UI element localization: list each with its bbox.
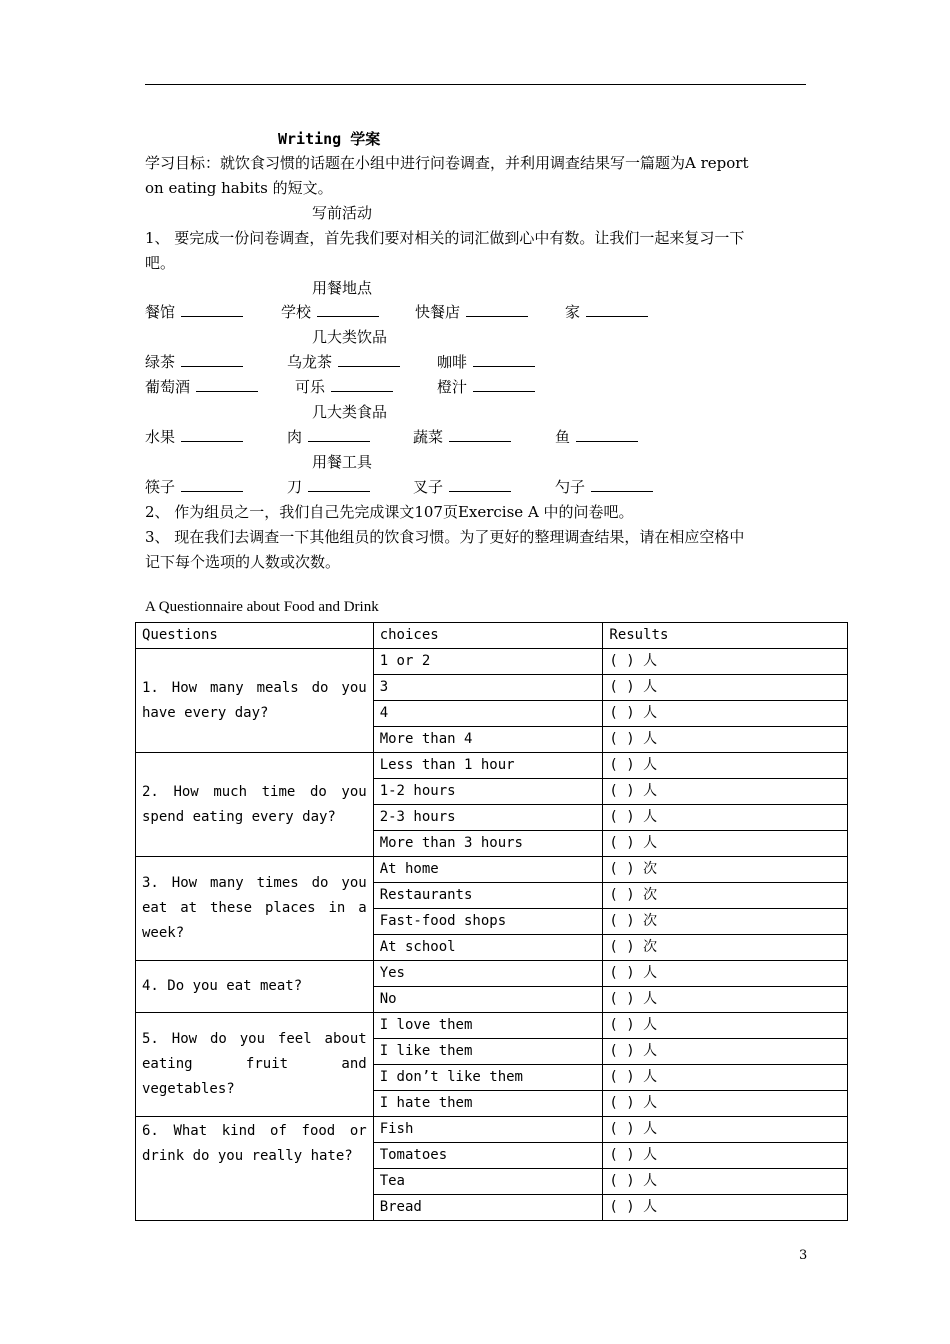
tools-row [145,476,806,498]
answer-blank[interactable] [591,477,653,492]
choice-cell: More than 4 [373,727,603,753]
vocab-item: 可乐 [295,376,393,397]
result-cell[interactable]: ( ) 次 [603,909,848,935]
choice-cell: I don’t like them [373,1065,603,1091]
choice-cell: 4 [373,701,603,727]
choice-cell: I hate them [373,1091,603,1117]
result-cell[interactable]: ( ) 次 [603,857,848,883]
vocab-item: 咖啡 [437,351,535,372]
table-header-row [136,623,848,649]
answer-blank[interactable] [181,427,243,442]
answer-blank[interactable] [317,302,379,317]
answer-blank[interactable] [331,377,393,392]
table-caption: A Questionnaire about Food and Drink [145,599,379,615]
step-1-line-1: 1、 要完成一份问卷调查，首先我们要对相关的词汇做到心中有数。让我们一起来复习一下 [145,229,745,247]
header-choices: choices [373,623,603,649]
vocab-item: 乌龙茶 [287,351,400,372]
question-cell: 4. Do you eat meat? [136,961,374,1013]
choice-cell: Restaurants [373,883,603,909]
question-cell: 1. How many meals do you have every day? [136,649,374,753]
answer-blank[interactable] [196,377,258,392]
choice-cell: 1 or 2 [373,649,603,675]
result-cell[interactable]: ( ) 人 [603,701,848,727]
vocab-item: 绿茶 [145,351,243,372]
vocab-item: 叉子 [413,476,511,497]
vocab-item: 学校 [281,301,379,322]
choice-cell: At home [373,857,603,883]
choice-cell: No [373,987,603,1013]
result-cell[interactable]: ( ) 人 [603,961,848,987]
result-cell[interactable]: ( ) 人 [603,831,848,857]
result-cell[interactable]: ( ) 人 [603,1169,848,1195]
answer-blank[interactable] [449,477,511,492]
result-cell[interactable]: ( ) 人 [603,987,848,1013]
table-row [136,1013,848,1039]
vocab-item: 水果 [145,426,243,447]
table-row [136,857,848,883]
choice-cell: Fish [373,1117,603,1143]
result-cell[interactable]: ( ) 次 [603,883,848,909]
choice-cell: More than 3 hours [373,831,603,857]
vocab-item: 蔬菜 [413,426,511,447]
result-cell[interactable]: ( ) 次 [603,935,848,961]
choice-cell: Tomatoes [373,1143,603,1169]
foods-heading: 几大类食品 [312,403,388,421]
vocab-item: 鱼 [555,426,638,447]
result-cell[interactable]: ( ) 人 [603,1091,848,1117]
result-cell[interactable]: ( ) 人 [603,1039,848,1065]
choice-cell: 3 [373,675,603,701]
result-cell[interactable]: ( ) 人 [603,1065,848,1091]
vocab-item: 勺子 [555,476,653,497]
vocab-item: 筷子 [145,476,243,497]
step-3-line-2: 记下每个选项的人数或次数。 [145,553,341,571]
choice-cell: 1-2 hours [373,779,603,805]
prewriting-heading: 写前活动 [312,204,373,222]
foods-row [145,426,806,448]
result-cell[interactable]: ( ) 人 [603,753,848,779]
table-row [136,1117,848,1143]
vocab-item: 快餐店 [415,301,528,322]
result-cell[interactable]: ( ) 人 [603,1013,848,1039]
choice-cell: At school [373,935,603,961]
choice-cell: Yes [373,961,603,987]
answer-blank[interactable] [466,302,528,317]
result-cell[interactable]: ( ) 人 [603,779,848,805]
result-cell[interactable]: ( ) 人 [603,1143,848,1169]
step-3-line-1: 3、 现在我们去调查一下其他组员的饮食习惯。为了更好的整理调查结果，请在相应空格中 [145,528,745,546]
page-title: Writing 学案 [278,130,381,148]
table-row [136,649,848,675]
step-1-line-2: 吧。 [145,254,176,272]
table-row [136,961,848,987]
choice-cell: Fast-food shops [373,909,603,935]
result-cell[interactable]: ( ) 人 [603,1195,848,1221]
step-2: 2、 作为组员之一，我们自己先完成课文107页Exercise A 中的问卷吧。 [145,503,634,521]
choice-cell: Bread [373,1195,603,1221]
result-cell[interactable]: ( ) 人 [603,805,848,831]
tools-heading: 用餐工具 [312,453,373,471]
answer-blank[interactable] [181,477,243,492]
result-cell[interactable]: ( ) 人 [603,649,848,675]
objective-line-1: 学习目标：就饮食习惯的话题在小组中进行问卷调查，并利用调查结果写一篇题为A report [145,154,749,172]
drinks-row-2 [145,376,806,398]
page-number: 3 [799,1248,808,1263]
result-cell[interactable]: ( ) 人 [603,1117,848,1143]
header-rule [145,84,806,85]
header-results: Results [603,623,848,649]
vocab-item: 肉 [287,426,370,447]
result-cell[interactable]: ( ) 人 [603,727,848,753]
answer-blank[interactable] [308,427,370,442]
answer-blank[interactable] [338,352,400,367]
vocab-item: 餐馆 [145,301,243,322]
question-cell: 2. How much time do you spend eating every day? [136,753,374,857]
vocab-item: 葡萄酒 [145,376,258,397]
objective-line-2: on eating habits 的短文。 [145,179,333,197]
vocab-item: 家 [565,301,648,322]
places-row [145,301,806,323]
choice-cell: Less than 1 hour [373,753,603,779]
drinks-row-1 [145,351,806,373]
questionnaire-table [135,622,848,1221]
vocab-item: 橙汁 [437,376,535,397]
answer-blank[interactable] [473,377,535,392]
answer-blank[interactable] [181,302,243,317]
table-row [136,753,848,779]
question-cell: 3. How many times do you eat at these places in a week? [136,857,374,961]
choice-cell: I love them [373,1013,603,1039]
answer-blank[interactable] [181,352,243,367]
question-cell: 5. How do you feel about eating fruit and vegetables? [136,1013,374,1117]
answer-blank[interactable] [586,302,648,317]
answer-blank[interactable] [449,427,511,442]
places-heading: 用餐地点 [312,279,373,297]
answer-blank[interactable] [576,427,638,442]
choice-cell: I like them [373,1039,603,1065]
question-cell: 6. What kind of food or drink do you really hate? [136,1117,374,1221]
result-cell[interactable]: ( ) 人 [603,675,848,701]
vocab-item: 刀 [287,476,370,497]
header-questions: Questions [136,623,374,649]
choice-cell: 2-3 hours [373,805,603,831]
drinks-heading: 几大类饮品 [312,328,388,346]
choice-cell: Tea [373,1169,603,1195]
answer-blank[interactable] [473,352,535,367]
answer-blank[interactable] [308,477,370,492]
